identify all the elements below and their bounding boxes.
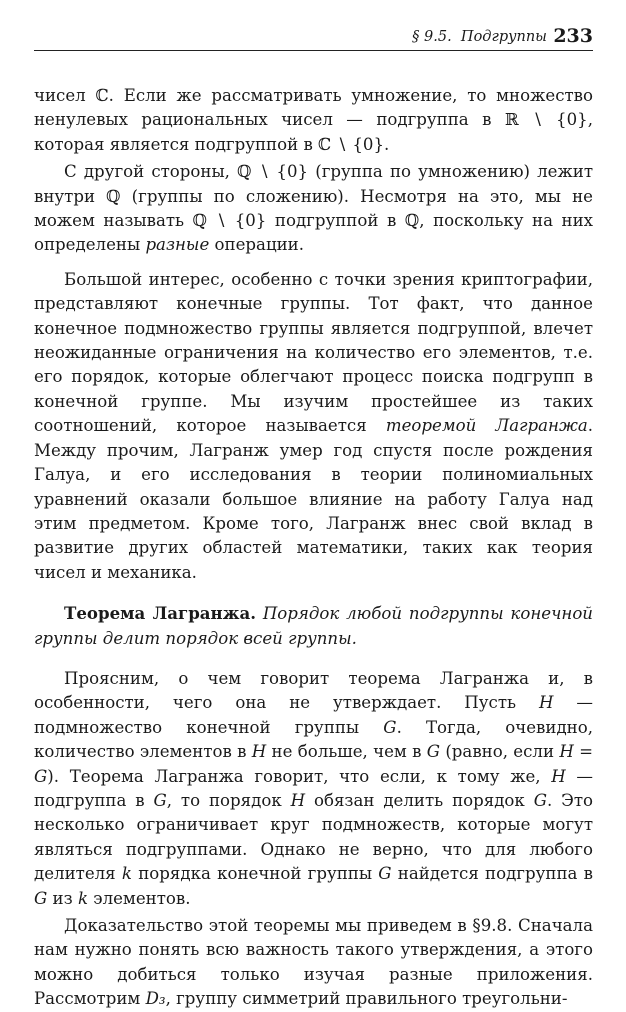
section-number: § 9.5. (412, 29, 452, 45)
theorem-text: Порядок любой подгруппы конечной группы делит порядок всей группы. (34, 604, 593, 648)
emphasis-different: разные (145, 235, 210, 255)
paragraph-2: С другой стороны, ℚ ∖ {0} (группа по умножению) лежит внутри ℚ (группы по сложению). Несмотря на это, мы не можем называть ℚ ∖ {0} подгруппой в ℚ, поскольку на них определены разные операции. (34, 162, 593, 255)
emphasis-lagrange-theorem: теоремой Лагранжа (385, 416, 588, 436)
paragraph-1: чисел ℂ. Если же рассматривать умножение, то множество ненулевых рациональных чисел — подгруппа в ℝ ∖ {0}, которая является подгруппой в ℂ ∖ {0}. (34, 86, 593, 154)
theorem-statement (34, 601, 593, 651)
page-body (34, 84, 593, 1012)
page-number: 233 (553, 25, 593, 47)
running-head (412, 29, 547, 45)
paragraph-4: Проясним, о чем говорит теорема Лагранжа и, в особенности, чего она не утверждает. Пусть H — подмножество конечной группы G. Тогда, очевидно, количество элементов в H не больше, чем в G (равно, если H = G). Теорема Лагранжа говорит, что если, к тому же, H — подгруппа в G, то порядок H обязан делить порядок G. Это несколько ограничивает круг подмножеств, которые могут являться подгруппами. Однако не верно, что для любого делителя k порядка конечной группы G найдется подгруппа в G из k элементов. (34, 668, 593, 908)
paragraph-3: Большой интерес, особенно с точки зрения криптографии, представляют конечные группы. Тот факт, что данное конечное подмножество группы является подгруппой, влечет неожиданные ограничения на количество его элементов, т.е. его порядок, которые облегчают процесс поиска подгрупп в конечной группе. Мы изучим простейшее из таких соотношений, которое называется теоремой Лагранжа. Между прочим, Лагранж умер год спустя после рождения Галуа, и его исследования в теории полиномиальных уравнений оказали большое влияние на работу Галуа над этим предметом. Кроме того, Лагранж внес свой вклад в развитие других областей математики, таких как теория чисел и механика. (34, 269, 594, 582)
paragraph-5: Доказательство этой теоремы мы приведем в §9.8. Сначала нам нужно понять всю важность такого утверждения, а этого можно добиться только изучая разные приложения. Рассмотрим D₃, группу симметрий правильного треугольни- (34, 916, 593, 1009)
page-header (34, 25, 593, 51)
theorem-label: Теорема Лагранжа. (64, 603, 256, 624)
section-title: Подгруппы (460, 29, 547, 45)
